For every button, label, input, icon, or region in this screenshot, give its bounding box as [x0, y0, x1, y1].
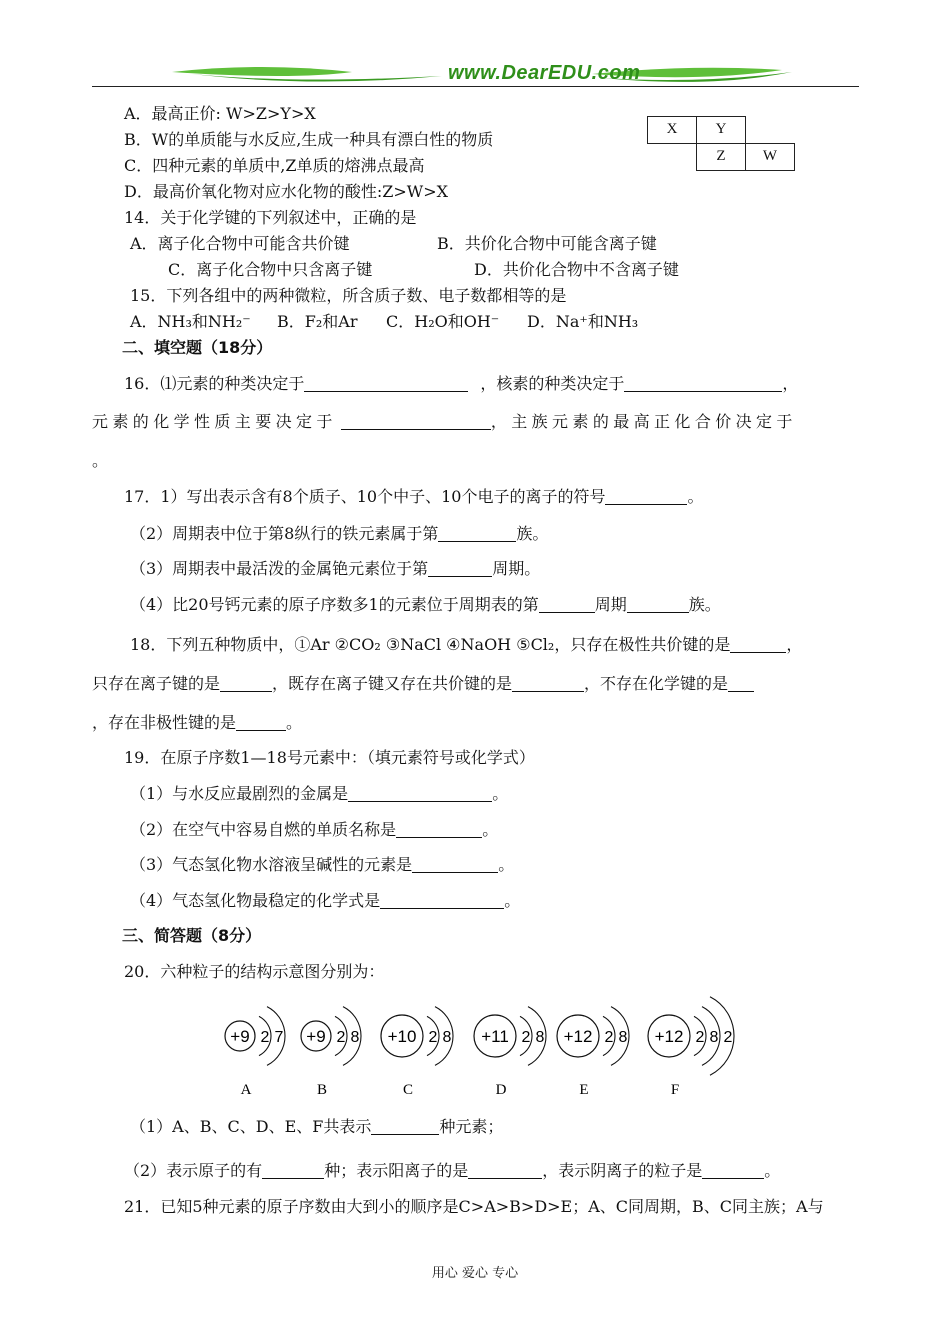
q16-text-4: 元素的化学性质主要决定于: [92, 412, 337, 431]
q18-text-1-end: ，: [786, 635, 803, 654]
atom-D-charge: +11: [481, 1027, 509, 1046]
cell-w: W: [745, 143, 795, 171]
atom-F-shell-3-count: 2: [723, 1029, 733, 1046]
q18-blank-1[interactable]: [730, 636, 786, 653]
q17-blank-3[interactable]: [428, 560, 492, 577]
q20-part-2-end: 。: [764, 1161, 781, 1180]
q17-part-1-end: 。: [687, 487, 704, 506]
q18-line-1: [130, 634, 802, 656]
cell-x: X: [647, 116, 697, 144]
q17-blank-5[interactable]: [627, 596, 689, 613]
atom-E: [557, 1007, 629, 1096]
q13-option-b: B．W的单质能与水反应,生成一种具有漂白性的物质: [124, 130, 494, 149]
q16-line-3: 。: [92, 451, 109, 470]
atom-A-label: A: [240, 1082, 252, 1096]
atom-E-shell-2-count: 8: [618, 1029, 628, 1046]
q20-blank-3[interactable]: [468, 1162, 542, 1179]
cell-z: Z: [696, 143, 746, 171]
q19-part-3: [130, 854, 514, 876]
q16-line-1: [124, 373, 798, 395]
q15-option-c: C．H₂O和OH⁻: [386, 312, 500, 331]
q13-option-c: C．四种元素的单质中,Z单质的熔沸点最高: [124, 156, 425, 175]
q20-blank-2[interactable]: [262, 1162, 324, 1179]
q14-option-c: C．离子化合物中只含离子键: [168, 260, 373, 279]
q16-blank-3[interactable]: [341, 413, 491, 430]
q18-blank-2[interactable]: [220, 675, 272, 692]
q17-part-3-end: 周期。: [492, 559, 541, 578]
atom-B: [301, 1007, 361, 1096]
q18-text-5: ，存在非极性键的是: [92, 713, 237, 732]
page-header: [92, 62, 859, 90]
atom-C-label: C: [402, 1082, 414, 1096]
atom-F: [648, 997, 734, 1096]
q18-text-4: ，不存在化学键的是: [584, 674, 729, 693]
q20-stem: 20．六种粒子的结构示意图分别为：: [124, 962, 385, 981]
q19-blank-3[interactable]: [412, 856, 498, 873]
atom-F-shell-1-count: 2: [695, 1029, 705, 1046]
q17-part-3: [130, 558, 540, 580]
atom-D-shell-2-count: 8: [535, 1029, 545, 1046]
atom-B-charge: +9: [306, 1027, 326, 1046]
q20-part-1-end: 种元素；: [439, 1117, 504, 1136]
section-2-title: 二、填空题（18分）: [122, 338, 273, 357]
q19-blank-1[interactable]: [348, 785, 492, 802]
atom-C-charge: +10: [387, 1027, 417, 1046]
q14-option-b: B．共价化合物中可能含离子键: [437, 234, 657, 253]
q19-blank-4[interactable]: [380, 892, 504, 909]
q17-part-2-end: 族。: [516, 524, 549, 543]
q16-blank-1[interactable]: [304, 375, 468, 392]
q17-part-3-text: （3）周期表中最活泼的金属铯元素位于第: [130, 559, 429, 578]
atom-E-shell-1-count: 2: [604, 1029, 614, 1046]
q19-part-2-text: （2）在空气中容易自燃的单质名称是: [130, 820, 397, 839]
q16-blank-2[interactable]: [624, 375, 782, 392]
q14-option-a: A．离子化合物中可能含共价键: [130, 234, 350, 253]
q18-line-3: [92, 712, 302, 734]
q20-part-1-text: （1）A、B、C、D、E、F共表示: [130, 1117, 372, 1136]
q19-stem: 19．在原子序数1—18号元素中：（填元素符号或化学式）: [124, 748, 535, 767]
atom-C: [381, 1007, 453, 1096]
atom-F-label: F: [670, 1082, 680, 1096]
atom-F-shell-2-count: 8: [709, 1029, 719, 1046]
q18-blank-4[interactable]: [728, 675, 754, 692]
q17-blank-2[interactable]: [438, 525, 516, 542]
cell-y: Y: [696, 116, 746, 144]
header-rule: [92, 86, 859, 87]
atom-B-shell-2-count: 8: [350, 1029, 360, 1046]
atom-A-charge: +9: [230, 1027, 250, 1046]
atom-D-shell-1-count: 2: [521, 1029, 531, 1046]
q16-line-2: [92, 411, 797, 433]
atom-C-shell-2-count: 8: [442, 1029, 452, 1046]
q18-text-3: ，既存在离子键又存在共价键的是: [272, 674, 513, 693]
atom-B-label: B: [316, 1082, 328, 1096]
q19-part-3-text: （3）气态氢化物水溶液呈碱性的元素是: [130, 855, 413, 874]
q17-part-4-mid: 周期: [594, 595, 627, 614]
atom-A-shell-1-count: 2: [260, 1029, 270, 1046]
atom-D-label: D: [495, 1082, 507, 1096]
atom-structure-diagrams: [222, 986, 742, 1096]
q14-stem: 14．关于化学键的下列叙述中，正确的是: [124, 208, 417, 227]
q13-option-d: D．最高价氧化物对应水化物的酸性:Z>W>X: [124, 182, 448, 201]
site-logo-text[interactable]: www.DearEDU.com: [448, 62, 641, 84]
q20-part-1: [130, 1116, 503, 1138]
q18-blank-5[interactable]: [236, 714, 286, 731]
q19-part-1: [130, 783, 508, 805]
q16-text-2: ，核素的种类决定于: [480, 374, 625, 393]
q16-text-5: ，主族元素的最高正化合价决定于: [490, 412, 797, 431]
atom-E-charge: +12: [563, 1027, 593, 1046]
q18-blank-3[interactable]: [512, 675, 584, 692]
section-3-title: 三、简答题（8分）: [122, 926, 262, 945]
q20-part-2-mid2: ，表示阴离子的粒子是: [542, 1161, 703, 1180]
atom-F-charge: +12: [654, 1027, 684, 1046]
q17-part-2: [130, 523, 548, 545]
q17-part-4-end: 族。: [688, 595, 721, 614]
page-footer: 用心 爱心 专心: [431, 1266, 519, 1281]
q20-part-2: [124, 1160, 780, 1182]
q17-blank-4[interactable]: [539, 596, 595, 613]
q15-option-d: D．Na⁺和NH₃: [527, 312, 639, 331]
q16-text-1: 16．⑴元素的种类决定于: [124, 374, 305, 393]
q18-line-2: [92, 673, 754, 695]
q15-stem: 15．下列各组中的两种微粒，所含质子数、电子数都相等的是: [130, 286, 567, 305]
q15-option-b: B．F₂和Ar: [277, 312, 358, 331]
atom-A-shell-2-count: 7: [274, 1029, 284, 1046]
q19-blank-2[interactable]: [396, 821, 482, 838]
q20-part-2-text: （2）表示原子的有: [124, 1161, 263, 1180]
atom-C-shell-1-count: 2: [428, 1029, 438, 1046]
atom-A: [225, 1007, 285, 1096]
q19-part-3-end: 。: [498, 855, 515, 874]
q19-part-2: [130, 819, 498, 841]
q19-part-4: [130, 890, 520, 912]
q18-text-6: 。: [286, 713, 303, 732]
q14-option-d: D．共价化合物中不含离子键: [474, 260, 679, 279]
q19-part-4-text: （4）气态氢化物最稳定的化学式是: [130, 891, 381, 910]
q17-blank-1[interactable]: [605, 488, 687, 505]
q15-option-a: A．NH₃和NH₂⁻: [130, 312, 251, 331]
q19-part-4-end: 。: [504, 891, 521, 910]
atom-B-shell-1-count: 2: [336, 1029, 346, 1046]
q20-blank-1[interactable]: [371, 1118, 439, 1135]
q17-part-4: [130, 594, 721, 616]
q17-part-4-text: （4）比20号钙元素的原子序数多1的元素位于周期表的第: [130, 595, 539, 614]
q18-text-2: 只存在离子键的是: [92, 674, 221, 693]
q19-part-2-end: 。: [482, 820, 499, 839]
q20-part-2-mid1: 种；表示阳离子的是: [324, 1161, 469, 1180]
q20-blank-4[interactable]: [702, 1162, 764, 1179]
q18-text-1: 18．下列五种物质中，①Ar ②CO₂ ③NaCl ④NaOH ⑤Cl₂，只存在极性共价键的是: [130, 635, 731, 654]
atom-D: [474, 1007, 546, 1096]
q21-line-1: 21．已知5种元素的原子序数由大到小的顺序是C>A>B>D>E；A、C同周期，B、C同主族；A与: [124, 1197, 824, 1216]
q17-part-2-text: （2）周期表中位于第8纵行的铁元素属于第: [130, 524, 439, 543]
q19-part-1-end: 。: [492, 784, 509, 803]
q17-part-1-text: 17．1）写出表示含有8个质子、10个中子、10个电子的离子的符号: [124, 487, 606, 506]
q16-text-3: ，: [782, 374, 799, 393]
q17-part-1: [124, 486, 703, 508]
q13-option-a: A．最高正价: W>Z>Y>X: [124, 104, 316, 123]
q19-part-1-text: （1）与水反应最剧烈的金属是: [130, 784, 349, 803]
atom-E-label: E: [579, 1082, 589, 1096]
